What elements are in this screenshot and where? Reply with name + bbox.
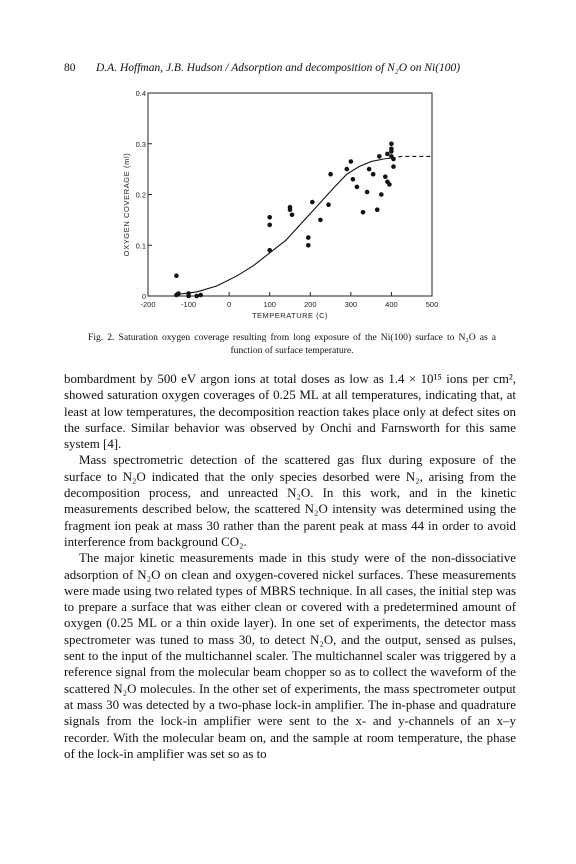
data-point bbox=[367, 167, 372, 172]
data-point bbox=[267, 248, 272, 253]
x-tick-label: 200 bbox=[304, 300, 317, 309]
data-point bbox=[377, 154, 382, 159]
data-point bbox=[391, 164, 396, 169]
running-head: D.A. Hoffman, J.B. Hudson / Adsorption and decomposition of N₂O on Ni(100) bbox=[96, 62, 461, 74]
x-tick-label: -200 bbox=[140, 300, 156, 309]
paragraph: bombardment by 500 eV argon ions at total doses as low as 1.4 × 10¹⁵ ions per cm², showed saturation oxygen coverages of 0.25 ML at all temperatures, indicating that, at least at low temperatures, the decomposition reaction takes place only at defect sites on the surface. Similar behavior was observed by Onchi and Farnsworth for this same system [4]. bbox=[64, 372, 516, 452]
data-point bbox=[345, 167, 350, 172]
data-point bbox=[310, 200, 315, 205]
data-point bbox=[361, 210, 366, 215]
data-point bbox=[379, 192, 384, 197]
data-point bbox=[174, 273, 179, 278]
data-point bbox=[267, 223, 272, 228]
data-point bbox=[318, 218, 323, 223]
figure-caption: Fig. 2. Saturation oxygen coverage resulting from long exposure of the Ni(100) surface to N₂O as a function of surface temperature. bbox=[88, 332, 496, 356]
data-point bbox=[355, 185, 360, 190]
data-point bbox=[290, 213, 295, 218]
data-point bbox=[306, 243, 311, 248]
y-tick-label: 0 bbox=[141, 292, 146, 301]
data-point bbox=[385, 152, 390, 157]
data-point bbox=[326, 202, 331, 207]
x-tick-label: -100 bbox=[181, 300, 197, 309]
x-tick-label: 100 bbox=[263, 300, 276, 309]
paragraph: The major kinetic measurements made in this study were of the non-dissociative adsorption of N₂O on clean and oxygen-covered nickel surfaces. These measurements were made using two related types of MBRS technique. In all cases, the initial step was to prepare a surface that was either clean or covered with a predetermined amount of oxygen (0.25 ML or a thin oxide layer). In one set of experiments, the detector mass spectrometer was tuned to mass 30, to detect N₂O, and the output, sensed as pulses, sent to the input of the multichannel scaler. The multichannel scaler was triggered by a reference signal from the molecular beam chopper so as to collect the waveform of the scattered N₂O molecules. In the other set of experiments, the mass spectrometer output at mass 30 was detected by a two-phase lock-in amplifier. The in-phase and quadrature signals from the lock-in amplifier were sent to the x- and y-channels of an x–y recorder. With the molecular beam on, and the sample at room temperature, the phase of the lock-in amplifier was set so as to bbox=[64, 551, 516, 761]
data-point bbox=[371, 172, 376, 177]
y-axis-label: OXYGEN COVERAGE (ml) bbox=[122, 152, 131, 257]
x-tick-label: 0 bbox=[227, 300, 232, 309]
data-point bbox=[391, 157, 396, 162]
data-point bbox=[288, 205, 293, 210]
data-point bbox=[306, 235, 311, 240]
plot-frame bbox=[148, 93, 432, 296]
x-tick-label: 400 bbox=[385, 300, 398, 309]
data-point bbox=[349, 159, 354, 164]
data-point bbox=[328, 172, 333, 177]
page-number: 80 bbox=[64, 62, 76, 74]
data-point bbox=[351, 177, 356, 182]
data-point bbox=[389, 147, 394, 152]
y-tick-label: 0.1 bbox=[135, 241, 146, 251]
y-tick-label: 0.3 bbox=[135, 139, 146, 149]
data-point bbox=[387, 182, 392, 187]
data-point bbox=[198, 293, 203, 298]
y-tick-label: 0.2 bbox=[135, 190, 146, 200]
data-point bbox=[194, 294, 199, 299]
data-point bbox=[186, 291, 191, 296]
data-point bbox=[176, 291, 181, 296]
figure-chart bbox=[0, 0, 576, 330]
x-tick-label: 500 bbox=[425, 300, 439, 309]
data-point bbox=[375, 207, 380, 212]
data-point bbox=[267, 215, 272, 220]
data-point bbox=[383, 174, 388, 179]
data-point bbox=[365, 190, 370, 195]
extrapolated-curve bbox=[391, 156, 432, 158]
data-point bbox=[389, 142, 394, 147]
body-text bbox=[64, 371, 516, 762]
y-tick-label: 0.4 bbox=[135, 89, 146, 98]
fit-curve bbox=[176, 158, 391, 295]
x-tick-label: 300 bbox=[344, 300, 358, 309]
paragraph: Mass spectrometric detection of the scattered gas flux during exposure of the surface to N₂O indicated that the only species desorbed were N₂, arising from the decomposition process, and unreacted N₂O. In this work, and in the kinetic measurements described below, the scattered N₂O intensity was determined using the fragment ion peak at mass 30 rather than the parent peak at mass 44 in order to avoid interference from background CO₂. bbox=[64, 453, 516, 549]
x-axis-label: TEMPERATURE (C) bbox=[251, 311, 329, 320]
